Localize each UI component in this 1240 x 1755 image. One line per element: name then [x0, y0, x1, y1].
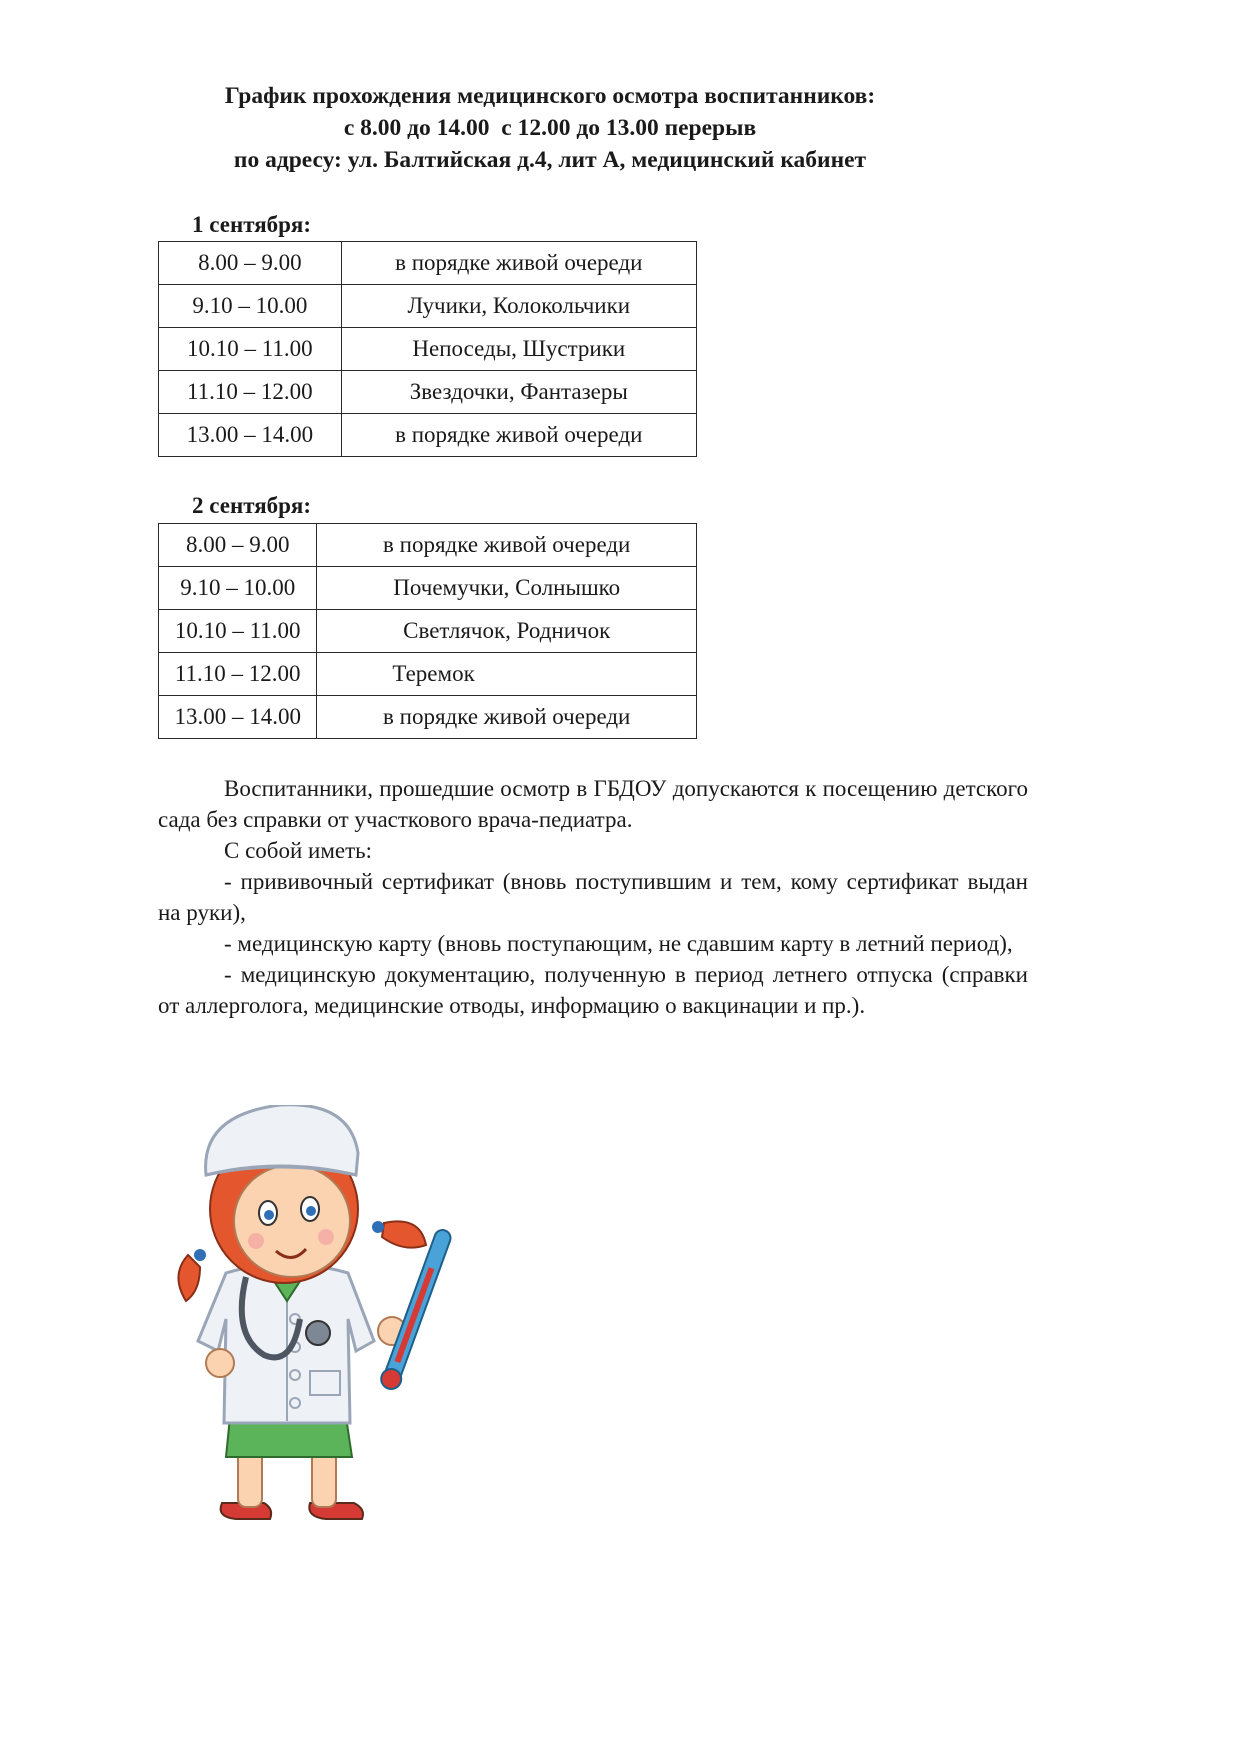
time-cell: 10.10 – 11.00: [159, 328, 342, 371]
header-title: График прохождения медицинского осмотра воспитанников:: [224, 83, 876, 109]
table-row: [159, 285, 697, 328]
paragraph-medical-documents: - медицинскую документацию, полученную в период летнего отпуска (справки от аллерголога, медицинские отводы, информацию о вакцинации и пр.).: [158, 962, 1028, 1018]
time-cell: 8.00 – 9.00: [159, 242, 342, 285]
group-cell: Лучики, Колокольчики: [341, 285, 696, 328]
header-address: по адресу: ул. Балтийская д.4, лит А, медицинский кабинет: [233, 147, 867, 173]
day1-schedule-table: [158, 241, 697, 457]
group-cell: Звездочки, Фантазеры: [341, 371, 696, 414]
table-row: [159, 524, 697, 567]
time-cell: 8.00 – 9.00: [159, 524, 317, 567]
table-row: [159, 610, 697, 653]
table-row: [159, 414, 697, 457]
group-cell: Теремок: [317, 653, 697, 696]
table-row: [159, 328, 697, 371]
time-cell: 13.00 – 14.00: [159, 414, 342, 457]
header-hours: с 8.00 до 14.00 с 12.00 до 13.00 перерыв: [343, 115, 757, 141]
paragraph-medical-card: - медицинскую карту (вновь поступающим, не сдавшим карту в летний период),: [224, 931, 1013, 956]
group-cell: Почемучки, Солнышко: [317, 567, 697, 610]
table-row: [159, 653, 697, 696]
paragraph-admission: Воспитанники, прошедшие осмотр в ГБДОУ допускаются к посещению детского сада без справки от участкового врача-педиатра.: [158, 776, 1028, 832]
time-cell: 10.10 – 11.00: [159, 610, 317, 653]
group-cell: в порядке живой очереди: [341, 242, 696, 285]
document-header: [0, 80, 1100, 176]
nurse-girl-thermometer-icon: [160, 1105, 460, 1535]
paragraph-vaccination-certificate: - прививочный сертификат (вновь поступившим и тем, кому сертификат выдан на руки),: [158, 869, 1028, 925]
paragraph-bring-with: С собой иметь:: [224, 838, 373, 863]
time-cell: 11.10 – 12.00: [159, 371, 342, 414]
time-cell: 13.00 – 14.00: [159, 696, 317, 739]
group-cell: в порядке живой очереди: [341, 414, 696, 457]
group-cell: Светлячок, Родничок: [317, 610, 697, 653]
table-row: [159, 696, 697, 739]
group-cell: в порядке живой очереди: [317, 524, 697, 567]
time-cell: 9.10 – 10.00: [159, 285, 342, 328]
table-row: [159, 567, 697, 610]
day2-schedule-table: [158, 523, 697, 739]
instructions-text: [158, 773, 1028, 1021]
time-cell: 11.10 – 12.00: [159, 653, 317, 696]
group-cell: в порядке живой очереди: [317, 696, 697, 739]
table-row: [159, 242, 697, 285]
group-cell: Непоседы, Шустрики: [341, 328, 696, 371]
time-cell: 9.10 – 10.00: [159, 567, 317, 610]
table-row: [159, 371, 697, 414]
day2-title: 2 сентября:: [192, 493, 312, 518]
day1-title: 1 сентября:: [192, 212, 312, 237]
